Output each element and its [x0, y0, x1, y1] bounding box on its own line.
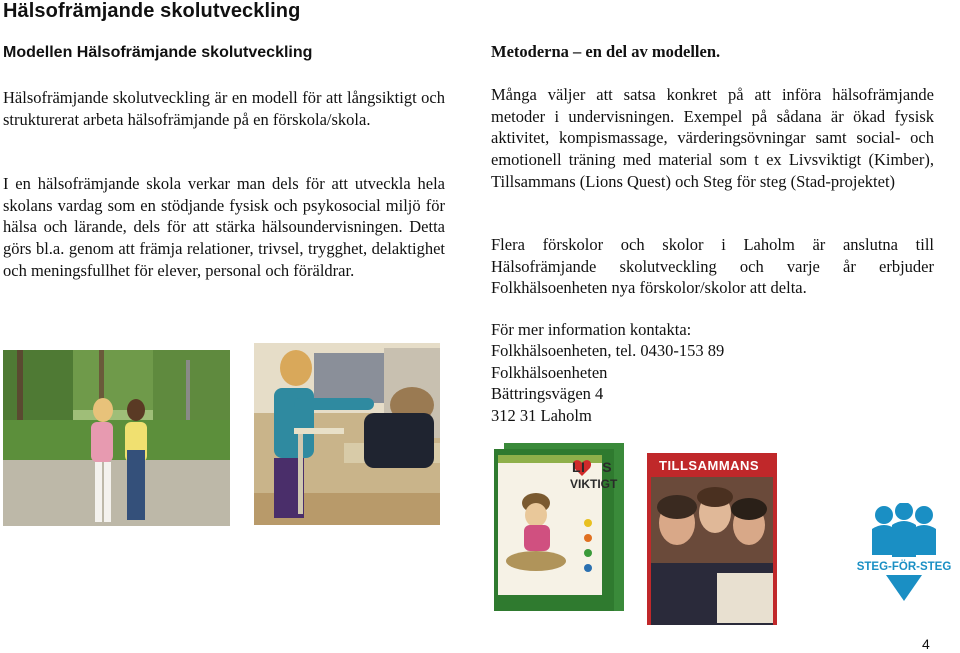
book-cover-tillsammans	[647, 453, 777, 625]
livsviktigt-title-part: LI	[572, 459, 586, 475]
book-cover-livsviktigt	[494, 443, 624, 611]
section-subtitle: Modellen Hälsofrämjande skolutveckling	[3, 44, 313, 61]
contact-postal: 312 31 Laholm	[491, 405, 592, 425]
methods-heading: Metoderna – en del av modellen.	[491, 42, 721, 61]
contact-address: Bättringsvägen 4	[491, 384, 604, 404]
contact-line: För mer information kontakta:	[491, 320, 692, 339]
steg-for-steg-logo	[850, 503, 958, 603]
contact-block	[491, 319, 724, 426]
participation-paragraph: Flera förskolor och skolor i Laholm är anslutna till Hälsofrämjande skolutveckling och varje år erbjuder Folkhälsoenheten nya förskolor/skolor att delta.	[491, 235, 934, 298]
livsviktigt-title-part: S	[602, 459, 613, 475]
livsviktigt-title: VIKTIGT	[570, 477, 618, 491]
intro-paragraph: Hälsofrämjande skolutveckling är en modell för att långsiktigt och strukturerat arbeta hälsofrämjande på en förskola/skola.	[3, 88, 445, 129]
body-paragraph: I en hälsofrämjande skola verkar man dels för att utveckla hela skolans vardag som en stödjande fysisk och psykosocial miljö för hälsa och lärande, dels för att stärka hälsoundervisningen. Detta görs bl.a. genom att främja relationer, trivsel, trygghet, delaktighet och meningsfullhet för elever, personal och föräldrar.	[3, 174, 445, 280]
page-number: 4	[922, 636, 930, 652]
photo-girls-outdoors	[3, 350, 230, 526]
contact-line: Folkhälsoenheten	[491, 362, 608, 382]
contact-phone: Folkhälsoenheten, tel. 0430-153 89	[491, 341, 725, 361]
methods-paragraph: Många väljer att satsa konkret på att införa hälsofrämjande metoder i undervisningen. Exempel på sådana är ökad fysisk aktivitet, kompismassage, värderingsövningar samt social- och emotionell träning med material som t ex Livsviktigt (Kimber), Tillsammans (Lions Quest) och Steg för steg (Stad-projektet)	[491, 85, 934, 191]
photo-classroom-massage	[254, 343, 440, 525]
tillsammans-title: TILLSAMMANS	[659, 458, 760, 473]
steg-logo-text: STEG-FÖR-STEG	[856, 561, 952, 573]
page-title: Hälsofrämjande skolutveckling	[3, 0, 301, 22]
